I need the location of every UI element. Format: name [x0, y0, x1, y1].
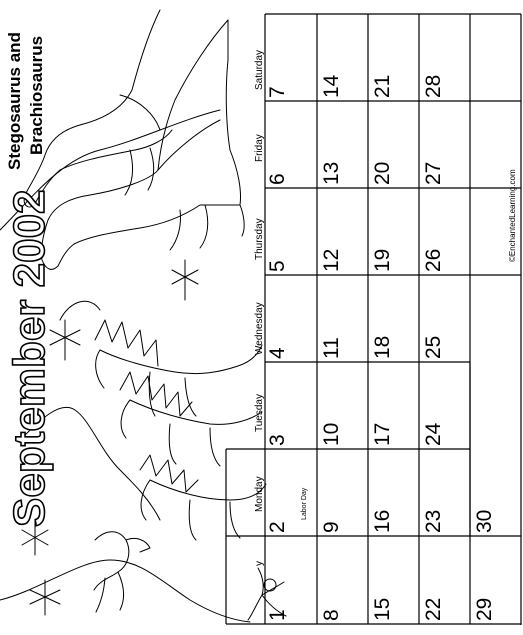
date-15: 15: [371, 597, 394, 621]
date-27: 27: [422, 161, 445, 185]
date-12: 12: [320, 248, 343, 272]
date-10: 10: [320, 422, 343, 446]
date-21: 21: [371, 74, 394, 98]
date-26: 26: [422, 248, 445, 272]
date-17: 17: [371, 422, 394, 446]
date-19: 19: [371, 248, 394, 272]
date-20: 20: [371, 161, 394, 185]
date-8: 8: [320, 609, 343, 621]
calendar-subtitle-line1: Stegosaurus and: [5, 32, 24, 170]
date-2: 2: [266, 521, 289, 533]
date-5: 5: [266, 260, 289, 272]
date-14: 14: [320, 74, 343, 98]
day-label-thursday: Thursday: [254, 218, 265, 260]
date-16: 16: [371, 509, 394, 533]
date-23: 23: [422, 509, 445, 533]
date-7: 7: [266, 86, 289, 98]
date-25: 25: [422, 335, 445, 359]
small-dinosaur-drawing: [94, 532, 150, 612]
holiday-label: Labor Day: [301, 487, 308, 520]
day-label-friday: Friday: [254, 134, 265, 162]
date-4: 4: [266, 347, 289, 359]
date-28: 28: [422, 74, 445, 98]
date-11: 11: [320, 337, 343, 359]
day-label-monday: Monday: [254, 476, 265, 512]
calendar-title: September 2002: [5, 189, 54, 527]
day-label-wednesday: Wednesday: [254, 302, 265, 355]
date-18: 18: [371, 335, 394, 359]
day-label-saturday: Saturday: [254, 49, 265, 90]
date-29: 29: [473, 597, 496, 621]
date-1: 1: [266, 609, 289, 621]
day-labels: [254, 50, 265, 566]
date-30: 30: [473, 509, 496, 533]
date-13: 13: [320, 161, 343, 185]
calendar-subtitle-line2: Brachiosaurus: [27, 35, 46, 155]
day-label-sunday-fragment: y: [254, 561, 265, 566]
stegosaurus-drawing: [95, 320, 266, 540]
date-3: 3: [266, 434, 289, 446]
date-24: 24: [422, 422, 445, 446]
day-label-tuesday: Tuesday: [254, 394, 265, 432]
date-numbers: [266, 74, 496, 621]
date-22: 22: [422, 597, 445, 621]
credit-text: ©EnchantedLearning.com: [508, 169, 517, 262]
date-9: 9: [320, 521, 343, 533]
date-6: 6: [266, 173, 289, 185]
